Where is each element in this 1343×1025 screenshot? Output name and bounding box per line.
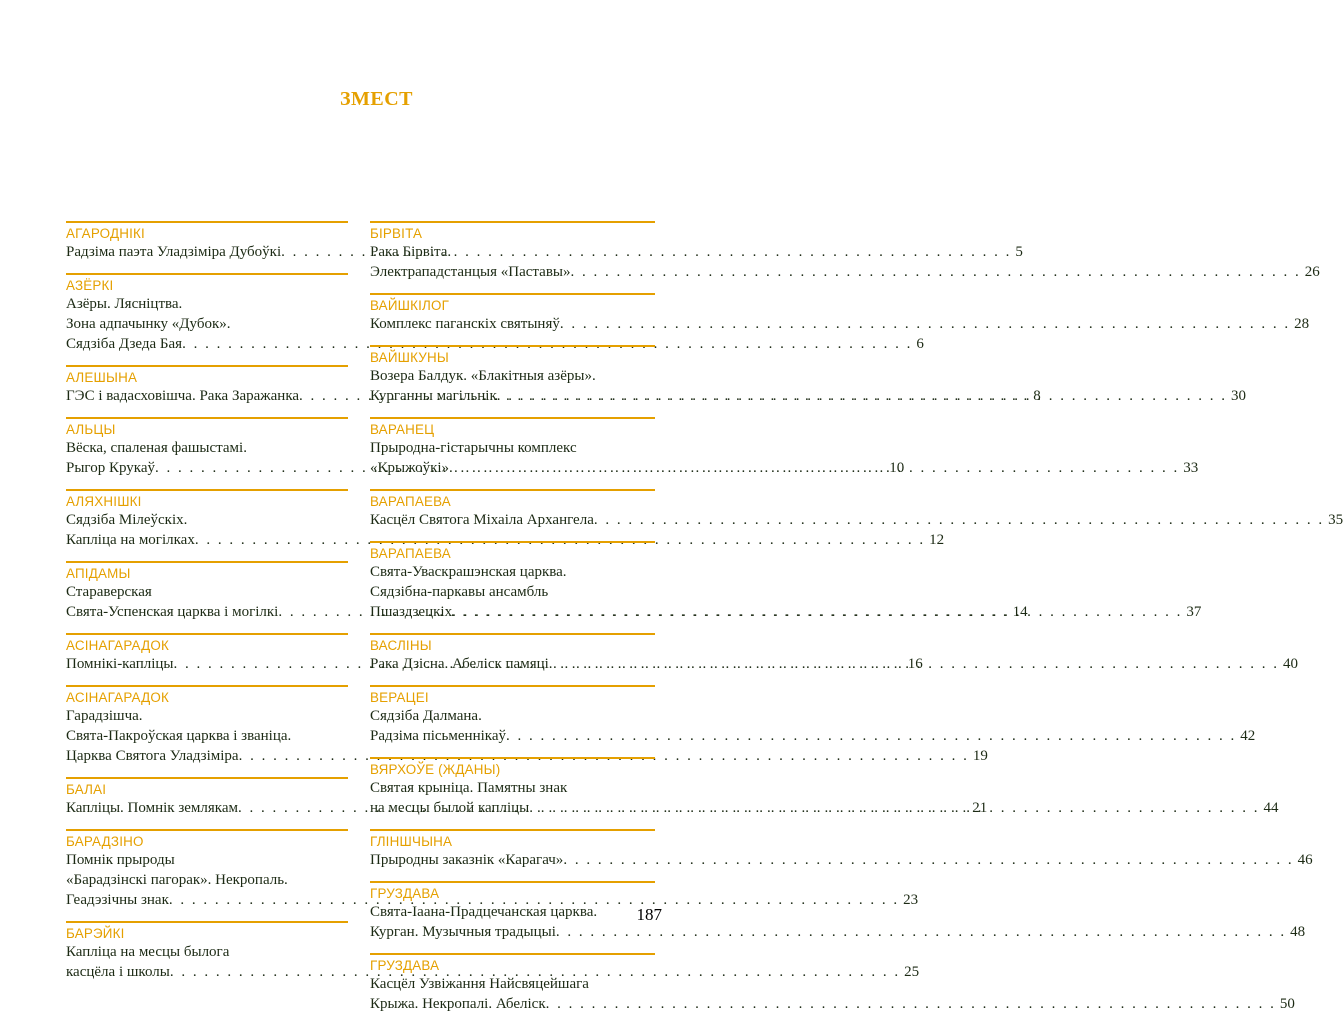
dot-leader [556,922,1286,942]
toc-entry-page: 16 [907,656,923,672]
toc-entry-line: Помнік прыроды [66,852,175,868]
toc-entry-line: Сядзіба Мілеўскіх. [66,512,188,528]
dot-leader [546,994,1276,1014]
toc-entry-last-line [370,726,1256,746]
toc-entry-text: Рыгор Крукаў [66,460,155,476]
toc-entry-text: Электрападстанцыя «Паставы» [370,264,571,280]
toc-entry [370,293,1310,334]
toc-entry-line: Азёры. Лясніцтва. [66,296,183,312]
toc-entry-page: 46 [1297,852,1313,868]
toc-entry-page: 33 [1183,460,1199,476]
toc-entry-heading: БІРВІТА [370,226,423,241]
toc-entry-last-line [370,262,1320,282]
toc-entry-page: 42 [1240,728,1256,744]
toc-entry-line: Возера Балдук. «Блакітныя азёры». [370,368,596,384]
toc-entry-heading: ГРУЗДАВА [370,958,440,973]
page-number: 187 [636,905,662,924]
toc-entry-heading: АЛЬЦЫ [66,422,116,437]
toc-entry-heading: БАЛАІ [66,782,107,797]
toc-entry-page: 28 [1294,316,1310,332]
toc-entry-page: 26 [1304,264,1320,280]
toc-entry-text: Радзіма пісьменнікаў [370,728,506,744]
toc-entry-last-line [370,850,1313,870]
toc-entry-line: Касцёл Узвіжання Найсвяцейшага [370,976,589,992]
toc-entry-heading: БАРЭЙКІ [66,926,125,941]
toc-entry-page: 5 [1015,244,1023,260]
toc-entry-text: Курган. Музычныя традыцыі [370,924,556,940]
toc-entry-last-line [66,334,924,354]
dot-leader [497,386,1227,406]
toc-entry-text: на месцы былой капліцы [370,800,530,816]
toc-entry-line: Свята-Іаана-Прадцечанская царква. [370,904,598,920]
toc-entry-heading: АСІНАГАРАДОК [66,690,170,705]
toc-entry-line: Святая крыніца. Памятны знак [370,780,568,796]
toc-entry-heading: ВЯРХОЎЕ (ЖДАНЫ) [370,762,501,777]
toc-entry-last-line [370,510,1343,530]
toc-entry-text: Комплекс паганскіх святыняў [370,316,560,332]
dot-leader [560,314,1290,334]
toc-entry-heading: АЗЁРКІ [66,278,114,293]
toc-entry-heading: ВАСЛІНЫ [370,638,432,653]
dot-leader [449,458,1179,478]
toc-entry-last-line [370,994,1295,1014]
toc-entry-line: Рака Бірвіта. [370,244,452,260]
dot-leader [529,798,1259,818]
toc-entry-line: Сядзіба Далмана. [370,708,482,724]
toc-entry-page: 14 [1012,604,1028,620]
toc-entry-page: 8 [1033,388,1041,404]
toc-entry-page: 12 [929,532,945,548]
toc-entry [370,829,1313,870]
toc-entry-heading: БАРАДЗІНО [66,834,144,849]
toc-entry-text: Капліца на могілках [66,532,195,548]
toc-entry-heading: ВАРАПАЕВА [370,494,451,509]
toc-entry-page: 19 [972,748,988,764]
toc-entry-text: Геадэзічны знак [66,892,169,908]
toc-entry-text: ГЭС і вадасховішча. Рака Заражанка [66,388,300,404]
toc-entry-text: Царква Святога Уладзіміра [66,748,239,764]
toc-entry-line: «Барадзінскі пагорак». Некропаль. [66,872,288,888]
dot-leader [549,654,1279,674]
toc-entry-page: 37 [1186,604,1202,620]
dot-leader [563,850,1293,870]
toc-entry-line: Прыродна-гістарычны комплекс [370,440,577,456]
toc-entry-line: Капліца на месцы былога [66,944,230,960]
toc-entry [370,221,1320,282]
toc-entry-heading: АЛЕШЫНА [66,370,138,385]
toc-entry-line: Гарадзішча. [66,708,143,724]
toc-entry-page: 40 [1283,656,1299,672]
toc-entry-page: 35 [1328,512,1343,528]
toc-entry-heading: ВАРАПАЕВА [370,546,451,561]
toc-entry-line: Сядзібна-паркавы ансамбль [370,584,549,600]
toc-entry [370,345,1246,406]
toc-entry-heading: ВАРАНЕЦ [370,422,435,437]
toc-entry-heading: АСІНАГАРАДОК [66,638,170,653]
toc-entry-heading: ГРУЗДАВА [370,886,440,901]
toc-entry-text: Радзіма паэта Уладзіміра Дубоўкі [66,244,282,260]
toc-entry-last-line [370,922,1306,942]
toc-entry-heading: АГАРОДНІКІ [66,226,145,241]
toc-entry-last-line [66,746,988,766]
toc-entry-line: Свята-Пакроўская царква і званіца. [66,728,292,744]
toc-entry-text: Помнікі-капліцы [66,656,174,672]
toc-entry-line: Свята-Уваскрашэнская царква. [370,564,567,580]
toc-entry-line: Стараверская [66,584,152,600]
toc-entry-page: 25 [904,964,920,980]
toc-entry-text: Крыжа. Некропалі. Абеліск [370,996,546,1012]
dot-leader [506,726,1236,746]
dot-leader [452,602,1182,622]
toc-entry [370,489,1343,530]
toc-entry-text: Сядзіба Дзеда Бая [66,336,183,352]
toc-entry-text: Касцёл Святога Міхаіла Архангела [370,512,594,528]
toc-entry-page: 30 [1231,388,1246,404]
toc-entry-line: Вёска, спаленая фашыстамі. [66,440,247,456]
toc-entry-page: 48 [1290,924,1306,940]
toc-entry-heading: АПІДАМЫ [66,566,131,581]
toc-entry-text: Прыродны заказнік «Карагач» [370,852,564,868]
toc-entry-heading: ВАЙШКУНЫ [370,350,449,365]
toc-entry-text: Пшаздзецкіх [370,604,453,620]
toc-entry-last-line [66,530,945,550]
toc-entry-page: 23 [903,892,919,908]
toc-entry-last-line [370,314,1310,334]
toc-entry-heading: ВЕРАЦЕІ [370,690,429,705]
toc-entry [370,685,1256,746]
toc-title: ЗМЕСТ [339,88,414,110]
toc-entry-line: Зона адпачынку «Дубок». [66,316,231,332]
toc-entry-heading: ГЛІНШЧЫНА [370,834,453,849]
toc-entry-page: 50 [1279,996,1295,1012]
toc-entry-text: Курганны магільнік [370,388,497,404]
toc-entry-page: 10 [889,460,905,476]
toc-entry-text: Рака Дзісна. Абеліск памяці [370,656,549,672]
toc-entry-heading: АЛЯХНІШКІ [66,494,142,509]
toc-entry-heading: ВАЙШКІЛОГ [370,298,450,313]
toc-entry-text: касцёла і школы [66,964,170,980]
toc-entry-text: Капліцы. Помнік землякам [66,800,238,816]
dot-leader [594,510,1324,530]
toc-entry-page: 21 [972,800,988,816]
toc-entry-page: 44 [1263,800,1279,816]
dot-leader [571,262,1301,282]
toc-entry-page: 6 [916,336,924,352]
toc-entry-last-line [370,386,1246,406]
toc-entry-text: Свята-Успенская царква і могілкі [66,604,279,620]
toc-entry-text: «Крыжоўкі» [370,460,450,476]
